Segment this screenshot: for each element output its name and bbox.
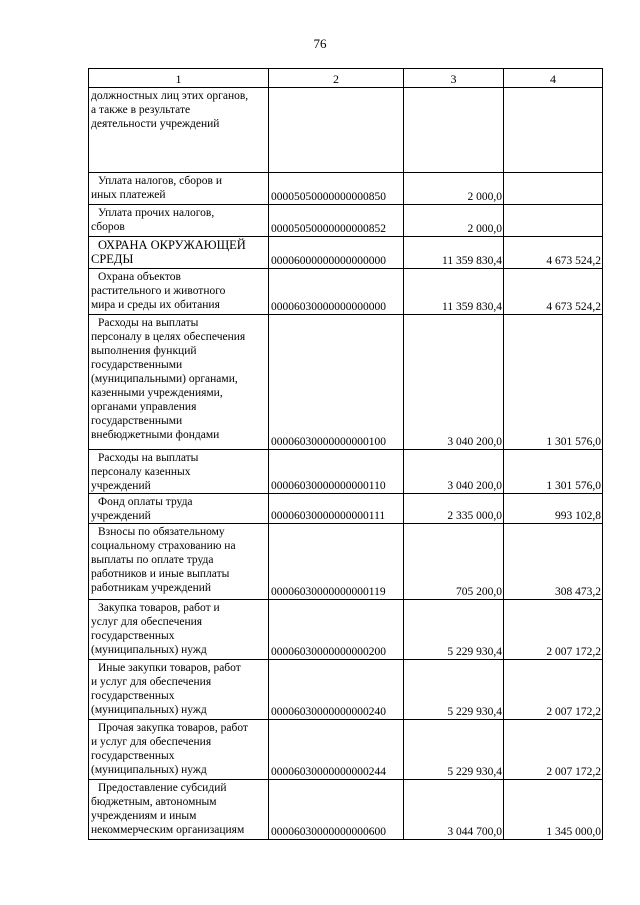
row-value-col4-cell: 2 007 172,2	[504, 720, 603, 780]
row-value-col4-cell: 1 301 576,0	[504, 450, 603, 494]
row-value-col3-cell: 5 229 930,4	[404, 720, 504, 780]
row-code-cell: 00006000000000000000	[269, 237, 404, 269]
row-value-col3-cell: 11 359 830,4	[404, 237, 504, 269]
budget-table	[88, 68, 603, 840]
row-value-col4-cell: 308 473,2	[504, 524, 603, 600]
row-name-line: государственных	[91, 690, 175, 702]
row-name-line: иных платежей	[91, 189, 166, 201]
row-code-cell	[269, 88, 404, 173]
row-value-col3-cell: 5 229 930,4	[404, 600, 504, 660]
row-name-line: Расходы на выплаты	[98, 317, 199, 329]
table-row	[89, 720, 603, 780]
row-name-line: Иные закупки товаров, работ	[98, 662, 241, 674]
row-name-line: государственными	[91, 415, 183, 427]
page-number: 76	[313, 36, 327, 51]
row-value-col3-cell: 3 040 200,0	[404, 450, 504, 494]
row-code-cell: 00006030000000000600	[269, 780, 404, 840]
row-name-line: Взносы по обязательному	[98, 526, 225, 538]
row-code-cell: 00006030000000000240	[269, 660, 404, 720]
row-code-cell: 00005050000000000852	[269, 205, 404, 237]
row-name-cell	[89, 315, 269, 450]
row-value-col4-cell	[504, 205, 603, 237]
row-value-col3-cell: 3 044 700,0	[404, 780, 504, 840]
row-name-line: выплаты по оплате труда	[91, 554, 214, 566]
row-name-line: государственных	[91, 750, 175, 762]
row-value-col3-cell: 705 200,0	[404, 524, 504, 600]
row-name-line: внебюджетными фондами	[91, 429, 220, 441]
row-name-line: персоналу в целях обеспечения	[91, 331, 246, 343]
table-row	[89, 450, 603, 494]
row-value-col3-cell: 3 040 200,0	[404, 315, 504, 450]
row-name-line: учреждениям и иным	[91, 810, 197, 822]
row-code-cell: 00006030000000000200	[269, 600, 404, 660]
table-row	[89, 269, 603, 315]
row-code-cell: 00006030000000000111	[269, 494, 404, 524]
row-name-line: выполнения функций	[91, 345, 197, 357]
row-code-cell: 00006030000000000110	[269, 450, 404, 494]
row-name-line: работникам учреждений	[91, 582, 212, 594]
row-name-line: бюджетным, автономным	[91, 796, 217, 808]
row-name-line: сборов	[91, 221, 125, 233]
row-name-line: Расходы на выплаты	[98, 452, 199, 464]
row-name-line: Прочая закупка товаров, работ	[98, 722, 248, 734]
row-value-col3-cell: 2 335 000,0	[404, 494, 504, 524]
row-name-line: Предоставление субсидий	[98, 782, 227, 794]
row-name-line: растительного и животного	[91, 285, 226, 297]
table-row	[89, 780, 603, 840]
row-value-col3-cell: 11 359 830,4	[404, 269, 504, 315]
row-name-line: персоналу казенных	[91, 466, 191, 478]
row-name-line: органами управления	[91, 401, 197, 413]
row-name-line: учреждений	[91, 510, 151, 522]
column-header-1: 1	[89, 69, 269, 88]
row-name-line: учреждений	[91, 480, 151, 492]
row-name-line: СРЕДЫ	[91, 252, 134, 266]
row-name-line: (муниципальных) нужд	[91, 644, 207, 656]
row-name-line: мира и среды их обитания	[91, 299, 220, 311]
row-value-col4-cell: 4 673 524,2	[504, 269, 603, 315]
row-value-col3-cell: 2 000,0	[404, 205, 504, 237]
row-code-cell: 00006030000000000100	[269, 315, 404, 450]
table-row	[89, 173, 603, 205]
row-name-line: (муниципальными) органами,	[91, 373, 238, 385]
row-name-cell	[89, 720, 269, 780]
table-row	[89, 88, 603, 173]
row-name-line: ОХРАНА ОКРУЖАЮЩЕЙ	[98, 238, 246, 252]
table-row	[89, 660, 603, 720]
row-name-line: и услуг для обеспечения	[91, 736, 212, 748]
row-name-line: Охрана объектов	[98, 271, 181, 283]
row-code-cell: 00006030000000000244	[269, 720, 404, 780]
row-name-line: государственных	[91, 630, 175, 642]
row-value-col3-cell	[404, 88, 504, 173]
row-value-col4-cell: 2 007 172,2	[504, 660, 603, 720]
row-name-line: казенными учреждениями,	[91, 387, 223, 399]
row-name-line: услуг для обеспечения	[91, 616, 203, 628]
row-name-cell	[89, 88, 269, 173]
column-header-2: 2	[269, 69, 404, 88]
row-name-line: и услуг для обеспечения	[91, 676, 212, 688]
row-name-cell	[89, 237, 269, 269]
row-name-line: а также в результате	[91, 104, 191, 116]
row-name-line: Уплата прочих налогов,	[98, 207, 215, 219]
row-name-line: должностных лиц этих органов,	[91, 90, 249, 102]
table-row	[89, 494, 603, 524]
table-row	[89, 315, 603, 450]
row-name-cell	[89, 173, 269, 205]
row-name-cell	[89, 600, 269, 660]
row-name-cell	[89, 524, 269, 600]
header-row	[89, 69, 603, 88]
table-row	[89, 205, 603, 237]
row-name-line: (муниципальных) нужд	[91, 764, 207, 776]
row-value-col4-cell	[504, 88, 603, 173]
row-value-col3-cell: 5 229 930,4	[404, 660, 504, 720]
row-name-line: Закупка товаров, работ и	[98, 602, 220, 614]
row-name-line: работников и иные выплаты	[91, 568, 230, 580]
row-value-col4-cell: 1 345 000,0	[504, 780, 603, 840]
row-name-line: Фонд оплаты труда	[98, 496, 193, 508]
row-name-cell	[89, 494, 269, 524]
row-name-line: деятельности учреждений	[91, 118, 220, 130]
row-name-cell	[89, 450, 269, 494]
row-name-line: Уплата налогов, сборов и	[98, 175, 222, 187]
row-value-col3-cell: 2 000,0	[404, 173, 504, 205]
table-row	[89, 237, 603, 269]
row-name-line: некоммерческим организациям	[91, 824, 245, 836]
row-name-line: (муниципальных) нужд	[91, 704, 207, 716]
row-code-cell: 00006030000000000000	[269, 269, 404, 315]
table-row	[89, 600, 603, 660]
row-name-line: государственными	[91, 359, 183, 371]
column-header-4: 4	[504, 69, 603, 88]
row-name-line: социальному страхованию на	[91, 540, 236, 552]
column-header-3: 3	[404, 69, 504, 88]
row-name-cell	[89, 780, 269, 840]
row-value-col4-cell	[504, 173, 603, 205]
row-name-cell	[89, 205, 269, 237]
row-code-cell: 00006030000000000119	[269, 524, 404, 600]
row-value-col4-cell: 4 673 524,2	[504, 237, 603, 269]
table-row	[89, 524, 603, 600]
row-code-cell: 00005050000000000850	[269, 173, 404, 205]
row-value-col4-cell: 993 102,8	[504, 494, 603, 524]
row-value-col4-cell: 1 301 576,0	[504, 315, 603, 450]
row-name-cell	[89, 660, 269, 720]
row-value-col4-cell: 2 007 172,2	[504, 600, 603, 660]
row-name-cell	[89, 269, 269, 315]
